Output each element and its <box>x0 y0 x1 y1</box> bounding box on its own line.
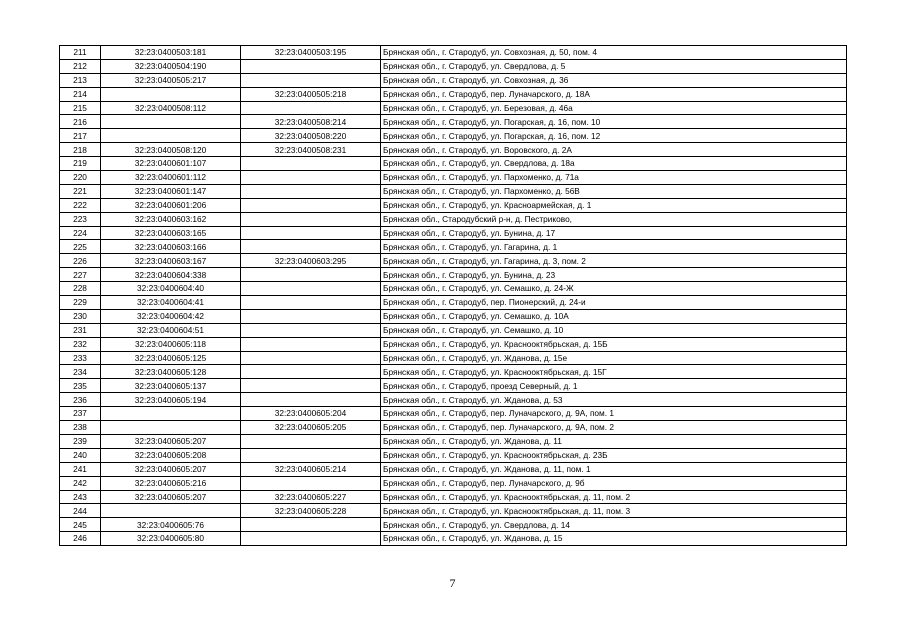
address-cell: Брянская обл., г. Стародуб, ул. Жданова, д. 15 <box>381 532 847 546</box>
cadastral-number-cell: 32:23:0400605:227 <box>241 490 381 504</box>
parent-cadastral-number-cell: 32:23:0400605:80 <box>101 532 241 546</box>
table-row <box>60 240 847 254</box>
row-number-cell: 237 <box>60 407 101 421</box>
parent-cadastral-number-cell: 32:23:0400504:190 <box>101 59 241 73</box>
address-cell: Брянская обл., г. Стародуб, ул. Гагарина, д. 1 <box>381 240 847 254</box>
table-row <box>60 309 847 323</box>
parent-cadastral-number-cell <box>101 407 241 421</box>
parent-cadastral-number-cell: 32:23:0400605:207 <box>101 434 241 448</box>
row-number-cell: 236 <box>60 393 101 407</box>
cadastral-number-cell <box>241 157 381 171</box>
row-number-cell: 233 <box>60 351 101 365</box>
row-number-cell: 234 <box>60 365 101 379</box>
parent-cadastral-number-cell: 32:23:0400605:128 <box>101 365 241 379</box>
table-row <box>60 421 847 435</box>
table-row <box>60 129 847 143</box>
row-number-cell: 226 <box>60 254 101 268</box>
table-row <box>60 59 847 73</box>
address-cell: Брянская обл., г. Стародуб, ул. Березовая, д. 46а <box>381 101 847 115</box>
cadastral-number-cell <box>241 101 381 115</box>
cadastral-number-cell <box>241 184 381 198</box>
address-cell: Брянская обл., г. Стародуб, ул. Красноармейская, д. 1 <box>381 198 847 212</box>
row-number-cell: 214 <box>60 87 101 101</box>
table-row <box>60 379 847 393</box>
address-cell: Брянская обл., г. Стародуб, ул. Семашко, д. 10А <box>381 309 847 323</box>
cadastral-number-cell: 32:23:0400605:214 <box>241 462 381 476</box>
cadastral-number-cell: 32:23:0400605:228 <box>241 504 381 518</box>
parent-cadastral-number-cell: 32:23:0400601:147 <box>101 184 241 198</box>
address-cell: Брянская обл., г. Стародуб, ул. Краснооктябрьская, д. 11, пом. 2 <box>381 490 847 504</box>
table-row <box>60 184 847 198</box>
parent-cadastral-number-cell: 32:23:0400605:125 <box>101 351 241 365</box>
address-cell: Брянская обл., г. Стародуб, ул. Краснооктябрьская, д. 15Г <box>381 365 847 379</box>
table-row <box>60 268 847 282</box>
row-number-cell: 231 <box>60 323 101 337</box>
address-cell: Брянская обл., г. Стародуб, ул. Семашко, д. 24-Ж <box>381 282 847 296</box>
page-number: 7 <box>449 576 456 590</box>
table-row <box>60 434 847 448</box>
address-cell: Брянская обл., г. Стародуб, ул. Краснооктябрьская, д. 11, пом. 3 <box>381 504 847 518</box>
address-cell: Брянская обл., г. Стародуб, пер. Луначарского, д. 9А, пом. 1 <box>381 407 847 421</box>
table-row <box>60 462 847 476</box>
row-number-cell: 230 <box>60 309 101 323</box>
cadastral-number-cell: 32:23:0400605:205 <box>241 421 381 435</box>
row-number-cell: 245 <box>60 518 101 532</box>
parent-cadastral-number-cell: 32:23:0400601:112 <box>101 171 241 185</box>
cadastral-number-cell <box>241 59 381 73</box>
row-number-cell: 232 <box>60 337 101 351</box>
address-cell: Брянская обл., г. Стародуб, ул. Краснооктябрьская, д. 23Б <box>381 448 847 462</box>
table-row <box>60 407 847 421</box>
parent-cadastral-number-cell <box>101 115 241 129</box>
address-cell: Брянская обл., г. Стародуб, ул. Жданова, д. 11 <box>381 434 847 448</box>
table-row <box>60 490 847 504</box>
parent-cadastral-number-cell: 32:23:0400503:181 <box>101 46 241 60</box>
row-number-cell: 218 <box>60 143 101 157</box>
parent-cadastral-number-cell: 32:23:0400605:207 <box>101 490 241 504</box>
cadastral-number-cell: 32:23:0400505:218 <box>241 87 381 101</box>
address-cell: Брянская обл., г. Стародуб, ул. Свердлова, д. 5 <box>381 59 847 73</box>
parent-cadastral-number-cell: 32:23:0400603:166 <box>101 240 241 254</box>
row-number-cell: 240 <box>60 448 101 462</box>
cadastral-number-cell <box>241 73 381 87</box>
cadastral-number-cell <box>241 323 381 337</box>
parent-cadastral-number-cell <box>101 504 241 518</box>
row-number-cell: 211 <box>60 46 101 60</box>
table-row <box>60 171 847 185</box>
address-cell: Брянская обл., г. Стародуб, ул. Совхозная, д. 50, пом. 4 <box>381 46 847 60</box>
row-number-cell: 235 <box>60 379 101 393</box>
parent-cadastral-number-cell: 32:23:0400605:207 <box>101 462 241 476</box>
cadastral-number-cell <box>241 212 381 226</box>
address-cell: Брянская обл., г. Стародуб, ул. Жданова, д. 53 <box>381 393 847 407</box>
cadastral-number-cell <box>241 296 381 310</box>
row-number-cell: 228 <box>60 282 101 296</box>
row-number-cell: 242 <box>60 476 101 490</box>
cadastral-table-body <box>60 46 847 546</box>
row-number-cell: 217 <box>60 129 101 143</box>
table-row <box>60 226 847 240</box>
cadastral-number-cell <box>241 476 381 490</box>
row-number-cell: 239 <box>60 434 101 448</box>
table-row <box>60 198 847 212</box>
address-cell: Брянская обл., г. Стародуб, ул. Жданова, д. 11, пом. 1 <box>381 462 847 476</box>
row-number-cell: 222 <box>60 198 101 212</box>
parent-cadastral-number-cell: 32:23:0400604:51 <box>101 323 241 337</box>
parent-cadastral-number-cell <box>101 87 241 101</box>
parent-cadastral-number-cell: 32:23:0400508:120 <box>101 143 241 157</box>
table-row <box>60 337 847 351</box>
parent-cadastral-number-cell <box>101 129 241 143</box>
row-number-cell: 227 <box>60 268 101 282</box>
row-number-cell: 229 <box>60 296 101 310</box>
row-number-cell: 241 <box>60 462 101 476</box>
table-row <box>60 282 847 296</box>
address-cell: Брянская обл., г. Стародуб, ул. Свердлова, д. 14 <box>381 518 847 532</box>
parent-cadastral-number-cell: 32:23:0400604:40 <box>101 282 241 296</box>
parent-cadastral-number-cell: 32:23:0400603:165 <box>101 226 241 240</box>
row-number-cell: 216 <box>60 115 101 129</box>
address-cell: Брянская обл., г. Стародуб, ул. Погарская, д. 16, пом. 12 <box>381 129 847 143</box>
table-row <box>60 296 847 310</box>
table-row <box>60 323 847 337</box>
address-cell: Брянская обл., г. Стародуб, ул. Свердлова, д. 18а <box>381 157 847 171</box>
parent-cadastral-number-cell: 32:23:0400603:167 <box>101 254 241 268</box>
address-cell: Брянская обл., Стародубский р-н, д. Пестриково, <box>381 212 847 226</box>
row-number-cell: 212 <box>60 59 101 73</box>
parent-cadastral-number-cell: 32:23:0400605:194 <box>101 393 241 407</box>
address-cell: Брянская обл., г. Стародуб, ул. Бунина, д. 23 <box>381 268 847 282</box>
address-cell: Брянская обл., г. Стародуб, ул. Погарская, д. 16, пом. 10 <box>381 115 847 129</box>
table-row <box>60 73 847 87</box>
table-row <box>60 351 847 365</box>
table-row <box>60 101 847 115</box>
parent-cadastral-number-cell: 32:23:0400603:162 <box>101 212 241 226</box>
row-number-cell: 213 <box>60 73 101 87</box>
cadastral-number-cell <box>241 171 381 185</box>
cadastral-number-cell: 32:23:0400603:295 <box>241 254 381 268</box>
address-cell: Брянская обл., г. Стародуб, пер. Луначарского, д. 9б <box>381 476 847 490</box>
cadastral-number-cell <box>241 337 381 351</box>
parent-cadastral-number-cell: 32:23:0400605:118 <box>101 337 241 351</box>
table-row <box>60 115 847 129</box>
address-cell: Брянская обл., г. Стародуб, ул. Совхозная, д. 36 <box>381 73 847 87</box>
address-cell: Брянская обл., г. Стародуб, ул. Жданова, д. 15е <box>381 351 847 365</box>
table-row <box>60 448 847 462</box>
address-cell: Брянская обл., г. Стародуб, проезд Северный, д. 1 <box>381 379 847 393</box>
row-number-cell: 225 <box>60 240 101 254</box>
table-row <box>60 532 847 546</box>
table-row <box>60 212 847 226</box>
parent-cadastral-number-cell: 32:23:0400604:338 <box>101 268 241 282</box>
parent-cadastral-number-cell: 32:23:0400601:107 <box>101 157 241 171</box>
row-number-cell: 215 <box>60 101 101 115</box>
cadastral-number-cell <box>241 393 381 407</box>
cadastral-number-cell: 32:23:0400605:204 <box>241 407 381 421</box>
table-row <box>60 504 847 518</box>
cadastral-number-cell <box>241 198 381 212</box>
parent-cadastral-number-cell: 32:23:0400604:41 <box>101 296 241 310</box>
row-number-cell: 223 <box>60 212 101 226</box>
address-cell: Брянская обл., г. Стародуб, пер. Пионерский, д. 24-и <box>381 296 847 310</box>
table-row <box>60 157 847 171</box>
address-cell: Брянская обл., г. Стародуб, ул. Краснооктябрьская, д. 15Б <box>381 337 847 351</box>
table-row <box>60 254 847 268</box>
cadastral-table <box>59 45 847 546</box>
cadastral-number-cell: 32:23:0400503:195 <box>241 46 381 60</box>
row-number-cell: 243 <box>60 490 101 504</box>
cadastral-number-cell: 32:23:0400508:231 <box>241 143 381 157</box>
table-row <box>60 87 847 101</box>
cadastral-number-cell <box>241 448 381 462</box>
parent-cadastral-number-cell: 32:23:0400605:76 <box>101 518 241 532</box>
parent-cadastral-number-cell: 32:23:0400605:208 <box>101 448 241 462</box>
table-row <box>60 46 847 60</box>
cadastral-number-cell <box>241 240 381 254</box>
cadastral-number-cell: 32:23:0400508:214 <box>241 115 381 129</box>
parent-cadastral-number-cell: 32:23:0400605:137 <box>101 379 241 393</box>
table-row <box>60 143 847 157</box>
table-row <box>60 518 847 532</box>
cadastral-number-cell <box>241 532 381 546</box>
parent-cadastral-number-cell <box>101 421 241 435</box>
address-cell: Брянская обл., г. Стародуб, ул. Воровского, д. 2А <box>381 143 847 157</box>
cadastral-number-cell <box>241 268 381 282</box>
table-row <box>60 393 847 407</box>
row-number-cell: 224 <box>60 226 101 240</box>
cadastral-number-cell <box>241 518 381 532</box>
address-cell: Брянская обл., г. Стародуб, ул. Семашко, д. 10 <box>381 323 847 337</box>
parent-cadastral-number-cell: 32:23:0400604:42 <box>101 309 241 323</box>
address-cell: Брянская обл., г. Стародуб, пер. Луначарского, д. 9А, пом. 2 <box>381 421 847 435</box>
table-row <box>60 365 847 379</box>
cadastral-number-cell <box>241 379 381 393</box>
cadastral-number-cell <box>241 309 381 323</box>
address-cell: Брянская обл., г. Стародуб, ул. Пархоменко, д. 56В <box>381 184 847 198</box>
row-number-cell: 221 <box>60 184 101 198</box>
row-number-cell: 238 <box>60 421 101 435</box>
parent-cadastral-number-cell: 32:23:0400508:112 <box>101 101 241 115</box>
address-cell: Брянская обл., г. Стародуб, ул. Бунина, д. 17 <box>381 226 847 240</box>
cadastral-number-cell <box>241 365 381 379</box>
address-cell: Брянская обл., г. Стародуб, пер. Луначарского, д. 18А <box>381 87 847 101</box>
cadastral-number-cell: 32:23:0400508:220 <box>241 129 381 143</box>
cadastral-number-cell <box>241 282 381 296</box>
row-number-cell: 220 <box>60 171 101 185</box>
parent-cadastral-number-cell: 32:23:0400605:216 <box>101 476 241 490</box>
row-number-cell: 246 <box>60 532 101 546</box>
parent-cadastral-number-cell: 32:23:0400601:206 <box>101 198 241 212</box>
cadastral-number-cell <box>241 434 381 448</box>
row-number-cell: 219 <box>60 157 101 171</box>
table-row <box>60 476 847 490</box>
cadastral-number-cell <box>241 351 381 365</box>
cadastral-number-cell <box>241 226 381 240</box>
address-cell: Брянская обл., г. Стародуб, ул. Пархоменко, д. 71а <box>381 171 847 185</box>
parent-cadastral-number-cell: 32:23:0400505:217 <box>101 73 241 87</box>
address-cell: Брянская обл., г. Стародуб, ул. Гагарина, д. 3, пом. 2 <box>381 254 847 268</box>
row-number-cell: 244 <box>60 504 101 518</box>
